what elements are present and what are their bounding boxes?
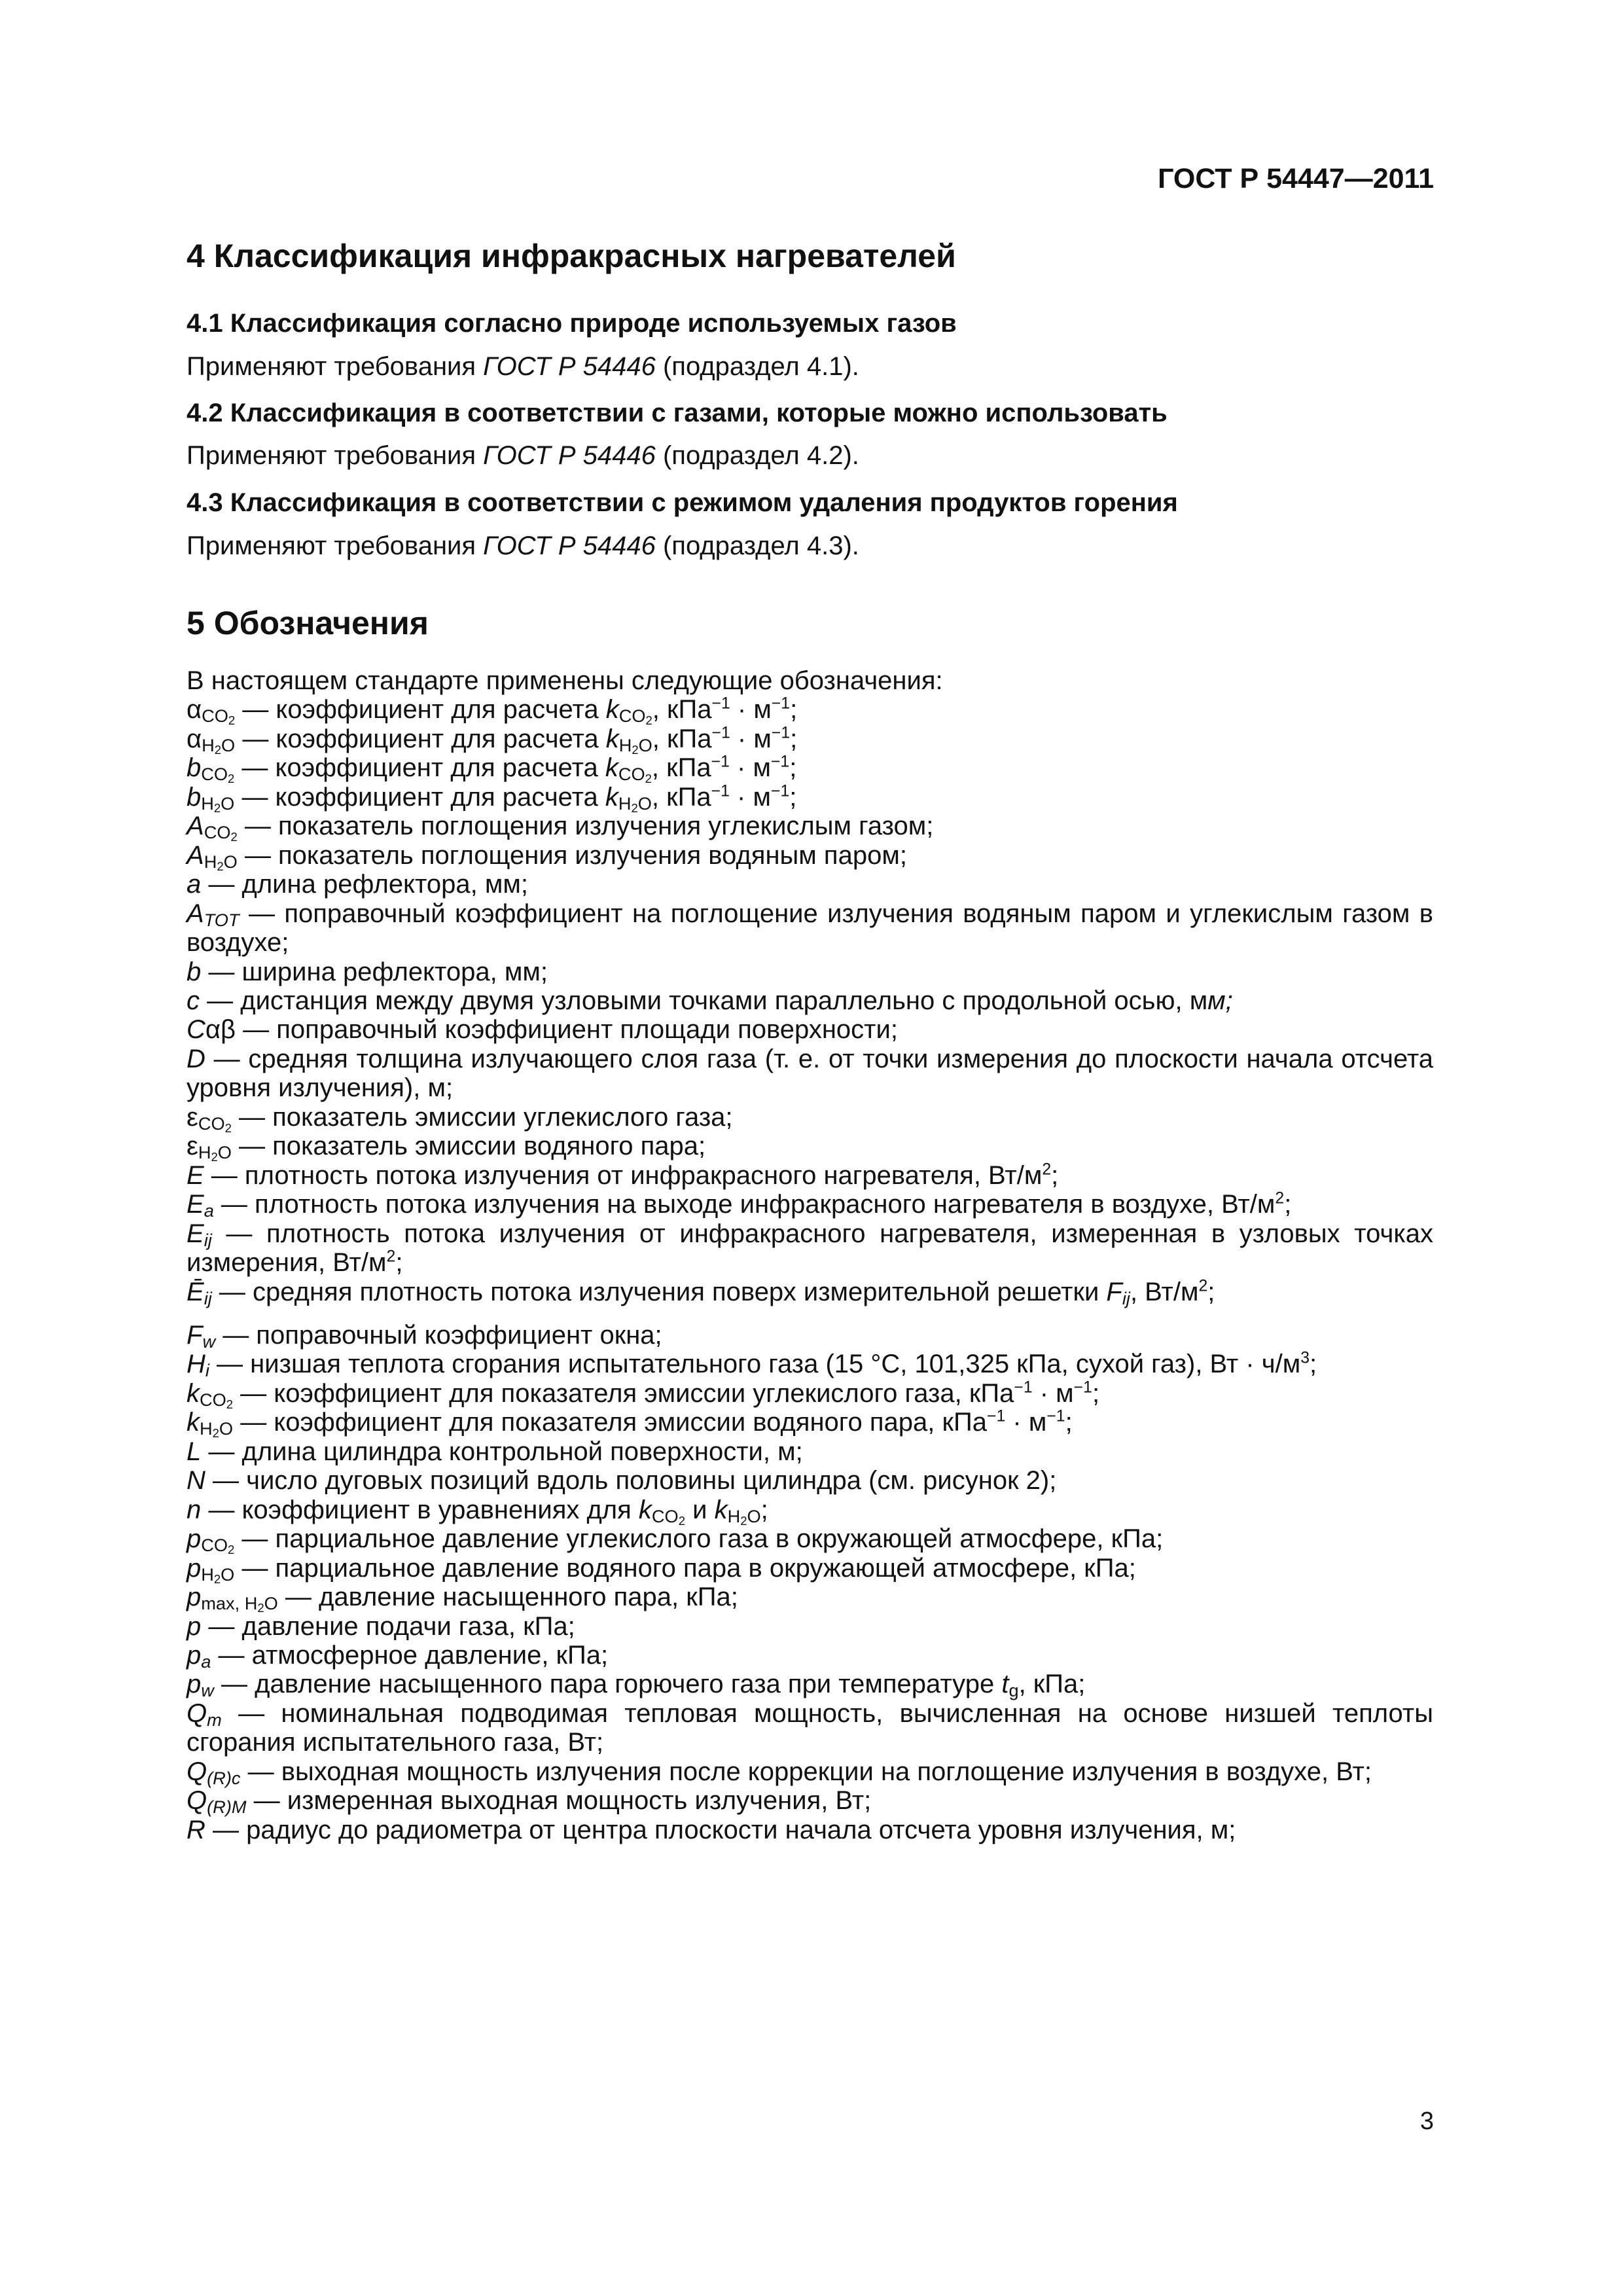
symbol-subscript: (R)c <box>207 1767 241 1788</box>
section-5-title: 5 Обозначения <box>187 605 429 641</box>
symbol: p <box>187 1640 202 1670</box>
definition-text: — коэффициент для расчета $k_{CO_2}$, $кПа^{-1} \cdot м^{-1}$; <box>235 695 798 728</box>
symbol: p <box>187 1583 202 1612</box>
subsection-4-2-text: Применяют требования ГОСТ Р 54446 (подраздел 4.2). <box>187 441 859 470</box>
symbol: ε <box>187 1132 198 1161</box>
symbol-subscript: H2O <box>201 793 235 815</box>
definition-text: — показатель эмиссии углекислого газа; <box>231 1102 733 1132</box>
symbol-definition <box>118 1278 1433 1306</box>
definition-text: — давление насыщенного пара горючего газа при температуре $t_g$, кПа; <box>213 1670 1086 1701</box>
symbol: k <box>187 1378 200 1408</box>
definition-text: — плотность потока излучения от инфракрасного нагревателя, $Вт/м^2$; <box>204 1160 1059 1190</box>
definition-text: — плотность потока излучения на выходе инфракрасного нагревателя в воздухе, $Вт/м^2$; <box>213 1189 1292 1219</box>
definition-text: — парциальное давление углекислого газа в окружающей атмосфере, кПа; <box>234 1524 1164 1554</box>
symbol-subscript: CO2 <box>200 1389 234 1411</box>
symbol-definition <box>118 724 1433 757</box>
symbol: Q <box>187 1757 207 1786</box>
symbol: Cαβ <box>187 1015 236 1045</box>
symbol-subscript: CO2 <box>204 822 238 844</box>
symbol: N <box>187 1466 205 1496</box>
symbol-subscript: m <box>207 1709 222 1730</box>
symbol-definition <box>118 1466 1433 1495</box>
symbol-definition <box>118 1219 1433 1278</box>
definition-text: — показатель поглощения излучения углекислым газом; <box>237 812 934 841</box>
definition-text: — измеренная выходная мощность излучения, Вт; <box>246 1786 872 1816</box>
definition-text: — коэффициент для показателя эмиссии водяного пара, $кПа^{-1} \cdot м^{-1}$; <box>233 1408 1073 1437</box>
symbol: Q <box>187 1786 207 1816</box>
definition-text: — показатель эмиссии водяного пара; <box>231 1132 706 1161</box>
symbol: Q <box>187 1698 207 1728</box>
symbol-definition <box>118 1161 1433 1190</box>
symbol-definition <box>118 986 1433 1015</box>
symbol-definition <box>118 1015 1433 1044</box>
definition-text: — коэффициент для показателя эмиссии углекислого газа, $кПа^{-1} \cdot м^{-1}$; <box>233 1378 1100 1408</box>
definition-text: — длина цилиндра контрольной поверхности, м; <box>201 1437 803 1466</box>
symbol: H <box>187 1350 205 1379</box>
symbol: α <box>187 695 202 725</box>
symbol: E <box>187 1219 204 1248</box>
definitions-list <box>118 666 1433 1844</box>
symbol-definition <box>118 695 1433 728</box>
definition-text: — длина рефлектора, мм; <box>201 870 528 899</box>
symbol-subscript: CO2 <box>198 1113 232 1135</box>
symbol-subscript: i <box>205 1360 209 1381</box>
symbol: D <box>187 1044 205 1073</box>
symbol: A <box>187 840 204 870</box>
definition-text: — низшая теплота сгорания испытательного газа (15 °С, 101,325 кПа, сухой газ), Вт · $ч/м^3$; <box>209 1350 1317 1379</box>
section-4-title: 4 Классификация инфракрасных нагревателей <box>187 238 956 274</box>
symbol: F <box>187 1320 203 1350</box>
definition-text: — средняя плотность потока излучения поверх измерительной решетки $F_{ij}$, $Вт/м^2$; <box>211 1277 1215 1308</box>
symbol: b <box>187 782 202 812</box>
standard-reference: ГОСТ Р 54446 <box>483 441 656 470</box>
symbol-definition <box>118 1786 1433 1818</box>
subsection-4-3-title: 4.3 Классификация в соответствии с режимом удаления продуктов горения <box>187 488 1178 517</box>
symbol: b <box>187 957 202 986</box>
symbol: L <box>187 1437 202 1466</box>
symbol-subscript: H2O <box>202 734 236 757</box>
symbol-subscript: CO2 <box>202 706 236 728</box>
symbol-definition <box>118 812 1433 844</box>
symbol: a <box>187 870 202 899</box>
symbol-definition <box>118 870 1433 899</box>
symbol-definition <box>118 1524 1433 1557</box>
symbol-definition <box>118 1350 1433 1381</box>
symbol-subscript: CO2 <box>201 764 235 786</box>
symbol-definition <box>118 1553 1433 1586</box>
definition-text: — показатель поглощения излучения водяным паром; <box>237 840 907 870</box>
symbol-definition <box>118 899 1433 958</box>
definition-text: — атмосферное давление, кПа; <box>211 1640 609 1670</box>
page-number: 3 <box>1419 2108 1434 2135</box>
symbol: p <box>187 1553 202 1583</box>
definition-text: — коэффициент для расчета $k_{CO_2}$, $кПа^{-1} \cdot м^{-1}$; <box>234 753 797 786</box>
symbol-subscript: w <box>201 1680 214 1701</box>
symbol: A <box>187 812 204 841</box>
symbol-subscript: TOT <box>204 909 240 930</box>
definition-text: — коэффициент для расчета $k_{H_2O}$, $кПа^{-1} \cdot м^{-1}$; <box>234 782 797 815</box>
symbol: p <box>187 1611 202 1641</box>
symbol-definition <box>118 840 1433 873</box>
definition-text: — коэффициент для расчета $k_{H_2O}$, $кПа^{-1} \cdot м^{-1}$; <box>235 724 798 757</box>
symbol: k <box>187 1408 200 1437</box>
definition-text: — давление насыщенного пара, кПа; <box>277 1583 738 1612</box>
definition-text: — ширина рефлектора, мм; <box>201 957 548 986</box>
definition-text: — плотность потока излучения от инфракрасного нагревателя, измеренная в узловых точках измерения, $Вт/м^2$; <box>187 1219 1433 1278</box>
symbol-subscript: ij <box>204 1287 212 1308</box>
symbol-definition <box>118 1378 1433 1411</box>
definition-text: — число дуговых позиций вдоль половины цилиндра (см. рисунок 2); <box>205 1466 1057 1496</box>
symbol: E <box>187 1160 204 1190</box>
symbol-definition <box>118 1132 1433 1164</box>
symbol-subscript: H2O <box>201 1564 235 1586</box>
symbol-definition <box>118 1321 1433 1350</box>
symbol: ε <box>187 1102 198 1132</box>
symbol: b <box>187 753 202 783</box>
symbol: A <box>187 899 204 928</box>
symbol: c <box>187 986 200 1015</box>
symbol-subscript: ij <box>204 1229 212 1250</box>
symbol-definition <box>118 1816 1433 1844</box>
symbol-subscript: (R)M <box>207 1797 247 1818</box>
standard-code: ГОСТ Р 54447—2011 <box>1158 163 1434 194</box>
symbol-definition <box>118 1045 1433 1103</box>
definition-text: — средняя толщина излучающего слоя газа (т. е. от точки измерения до плоскости начала отсчета уровня излучения), м; <box>187 1044 1433 1103</box>
symbol-definition <box>118 1757 1433 1786</box>
definition-text: — коэффициент в уравнениях для $k_{CO_2}$ и $k_{H_2O}$; <box>201 1495 768 1528</box>
standard-reference: ГОСТ Р 54446 <box>483 352 656 381</box>
symbol: n <box>187 1495 202 1524</box>
definition-text: — выходная мощность излучения после коррекции на поглощение излучения в воздухе, Вт; <box>240 1757 1372 1786</box>
symbol: Ē <box>187 1277 204 1306</box>
definition-text: — номинальная подводимая тепловая мощность, вычисленная на основе низшей теплоты сгорания испытательного газа, Вт; <box>187 1698 1433 1757</box>
symbol-definition <box>118 1190 1433 1219</box>
subsection-4-2-title: 4.2 Классификация в соответствии с газами, которые можно использовать <box>187 399 1168 427</box>
definition-text: — радиус до радиометра от центра плоскости начала отсчета уровня излучения, м; <box>205 1815 1236 1844</box>
symbol-definition <box>118 782 1433 815</box>
symbol: R <box>187 1815 205 1844</box>
symbol-subscript: a <box>201 1651 211 1672</box>
subsection-4-3-text: Применяют требования ГОСТ Р 54446 (подраздел 4.3). <box>187 531 859 560</box>
symbol-subscript: a <box>204 1200 214 1221</box>
symbol-subscript: CO2 <box>201 1535 235 1557</box>
symbol-definition <box>118 1437 1433 1466</box>
definition-text: — дистанция между двумя узловыми точками параллельно с продольной осью, мм; <box>200 986 1233 1015</box>
symbol-definition <box>118 753 1433 786</box>
symbol-definition <box>118 1699 1433 1757</box>
symbol-definition <box>118 1612 1433 1641</box>
definition-text: — поправочный коэффициент на поглощение излучения водяным паром и углекислым газом в воздухе; <box>187 899 1433 958</box>
definition-text: — давление подачи газа, кПа; <box>201 1611 575 1641</box>
symbol-subscript: w <box>202 1331 216 1352</box>
subsection-4-1-text: Применяют требования ГОСТ Р 54446 (подраздел 4.1). <box>187 352 859 381</box>
symbol: E <box>187 1190 204 1219</box>
symbol-definition <box>118 1495 1433 1528</box>
symbol-definition <box>118 1102 1433 1135</box>
symbol-definition <box>118 958 1433 986</box>
symbol-definition <box>118 1641 1433 1670</box>
subsection-4-1-title: 4.1 Классификация согласно природе используемых газов <box>187 309 957 338</box>
symbol-definition <box>118 1583 1433 1615</box>
standard-reference: ГОСТ Р 54446 <box>483 531 656 560</box>
symbol-subscript: H2O <box>198 1142 232 1164</box>
definition-text: — поправочный коэффициент площади поверхности; <box>236 1015 898 1045</box>
symbol: p <box>187 1524 202 1554</box>
symbol-subscript: H2O <box>200 1418 234 1441</box>
definitions-intro: В настоящем стандарте применены следующие обозначения: <box>187 666 943 695</box>
symbol-definition <box>118 1670 1433 1701</box>
definition-text: — парциальное давление водяного пара в окружающей атмосфере, кПа; <box>234 1553 1136 1583</box>
symbol: α <box>187 724 202 753</box>
symbol-subscript: max, H2O <box>201 1593 278 1615</box>
symbol-definition <box>118 1408 1433 1441</box>
symbol-subscript: H2O <box>204 851 238 873</box>
symbol: p <box>187 1670 202 1699</box>
definition-text: — поправочный коэффициент окна; <box>215 1320 662 1350</box>
